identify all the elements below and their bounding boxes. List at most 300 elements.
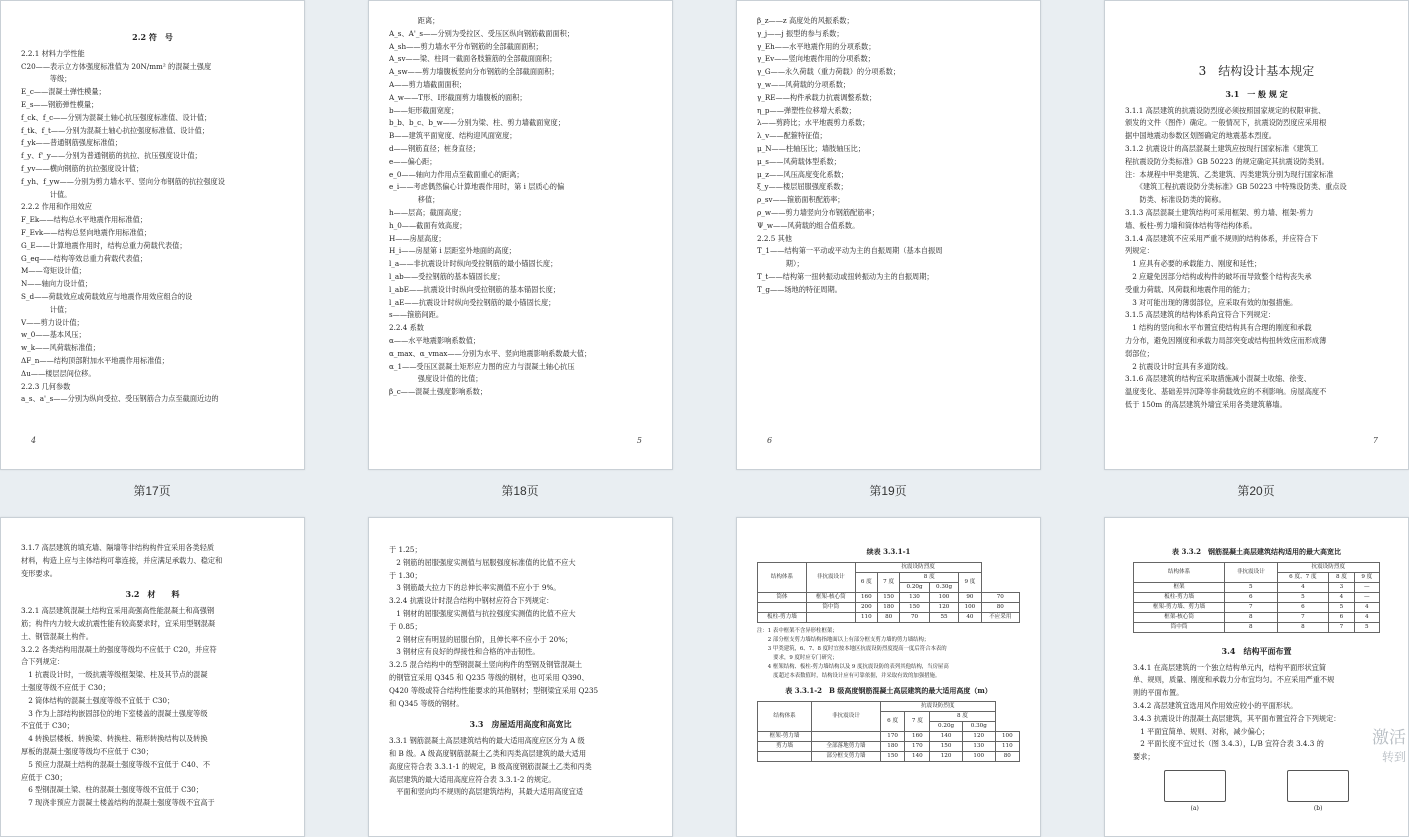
text-line: 2.2.2 作用和作用效应 [21, 202, 92, 212]
table-cell: 7 [1225, 602, 1277, 612]
table-cell: 6 [1277, 602, 1329, 612]
page-22-body [389, 544, 652, 828]
text-line: 3.1.5 高层建筑的结构体系尚宜符合下列规定： [1125, 310, 1275, 320]
text-line: ρ_sv——箍筋面积配筋率； [757, 195, 845, 205]
text-line: 要求，9 度时应专门研究； [757, 654, 838, 661]
text-line: 3 作为上部结构嵌固部位的地下室楼盖的混凝土强度等级 [21, 708, 208, 718]
figure-label-a: (a) [1190, 804, 1199, 812]
text-line: 颁发的文件（图件）确定。一般情况下，抗震设防烈度应采用根 [1125, 118, 1327, 128]
table-header-cell: 0.30g [929, 582, 958, 592]
text-line: 强度设计值的比值； [389, 374, 483, 384]
table-row [758, 751, 1020, 761]
table3-body [1134, 582, 1380, 632]
text-line: γ_Ev——竖向地震作用的分项系数； [757, 54, 875, 64]
text-line: 1 结构的竖向和水平布置宜使结构具有合理的刚度和承载 [1125, 323, 1312, 333]
figure-b-shape [1287, 770, 1349, 802]
text-line: 3.2.1 高层建筑混凝土结构宜采用高强高性能混凝土和高强钢 [21, 606, 215, 616]
text-line: 4 转换层楼板、转换梁、转换柱、箱形转换结构以及转换 [21, 734, 208, 744]
table-cell: 框架 [1134, 582, 1225, 592]
table-cell: 170 [880, 731, 905, 741]
section-title: 3.2 材 料 [125, 589, 180, 600]
table-header-cell: 9 度 [959, 572, 981, 592]
table-cell: 8 [1277, 622, 1329, 632]
table-title: 续表 3.3.1-1 [866, 547, 911, 556]
page-21-body [21, 542, 284, 828]
table2-body [758, 731, 1020, 761]
table-cell: 170 [905, 741, 930, 751]
table-cell: 筒中筒 [806, 602, 855, 612]
text-line: 2.2.5 其他 [757, 233, 792, 243]
text-line: 墙、板柱-剪力墙和筒体结构等结构体系。 [1125, 220, 1257, 230]
page-caption-20[interactable]: 第20页 [1237, 484, 1275, 498]
page-24-body [1133, 544, 1380, 828]
text-line: f_yv——横向钢筋的抗拉强度设计值； [21, 163, 144, 173]
page-24-lines [1133, 662, 1380, 764]
table-header-cell: 8 度 [1329, 572, 1354, 582]
text-line: V——剪力设计值； [21, 317, 84, 327]
table-cell: — [1354, 592, 1379, 602]
figure-labels [1133, 803, 1380, 816]
table-cell: 板柱-剪力墙 [758, 612, 807, 622]
text-line: 1 钢材的屈服强度实测值与抗拉强度实测值的比值不应大 [389, 608, 576, 618]
text-line: μ_N——柱轴压比；墙肢轴压比； [757, 143, 865, 153]
text-line: 的钢管宜采用 Q345 和 Q235 等级的钢材，也可采用 Q390、 [389, 672, 589, 682]
text-line: E_c——混凝土弹性模量； [21, 87, 106, 97]
text-line: H_i——房屋第 i 层距室外地面的高度； [389, 246, 516, 256]
table-row [758, 602, 1020, 612]
text-line: 温度变化、基础差异沉降等非荷载效应的不利影响。房屋高度不 [1125, 387, 1327, 397]
table-cell: 100 [962, 751, 995, 761]
text-line: 3.1.2 抗震设计的高层混凝土建筑应按现行国家标准《建筑工 [1125, 143, 1319, 153]
text-line: l_aE——抗震设计时纵向受拉钢筋的最小锚固长度； [389, 297, 556, 307]
text-line: 计值。 [21, 189, 72, 199]
text-line: 2 应避免因部分结构或构件的破坏而导致整个结构丧失承 [1125, 271, 1312, 281]
b-height-table [757, 701, 1020, 762]
text-line: e_i——考虑偶然偏心计算地震作用时，第 i 层质心的偏 [389, 182, 565, 192]
table-cell [806, 612, 855, 622]
table-cell: 150 [930, 741, 963, 751]
text-line: 2 抗震设计时宜具有多道防线。 [1125, 361, 1233, 371]
table-cell: 140 [905, 751, 930, 761]
table-cell: 120 [962, 731, 995, 741]
figure-a-shape [1164, 770, 1226, 802]
text-line: 3.2.2 各类结构用混凝土的强度等级均不应低于 C20，并应符 [21, 644, 217, 654]
text-line: ξ_y——楼层屈服强度系数； [757, 182, 848, 192]
text-line: 2 平面长度不宜过长（图 3.4.3），L/B 宜符合表 3.4.3 的 [1133, 739, 1324, 749]
text-line: γ_RE——构件承载力抗震调整系数； [757, 92, 877, 102]
text-line: 7 现浇非预应力混凝土楼盖结构的混凝土强度等级不宜高于 [21, 798, 215, 808]
table-cell: 筒中筒 [1134, 622, 1225, 632]
table-header-cell: 抗震设防烈度 [1277, 562, 1379, 572]
text-line: 1 抗震设计时，一级抗震等级框架梁、柱及其节点的混凝 [21, 670, 208, 680]
text-line: A_sw——剪力墙腹板竖向分布钢筋的全部截面面积； [389, 67, 559, 77]
table-cell: 3 [1329, 582, 1354, 592]
text-line: 2.2.3 几何参数 [21, 381, 71, 391]
page-22-lines-b [389, 735, 652, 799]
text-line: 计值； [21, 304, 72, 314]
text-line: Ψ_w——风荷载的组合值系数。 [757, 220, 860, 230]
text-line: 2.2 符 号 [132, 32, 173, 42]
table-cell: 4 [1329, 592, 1354, 602]
text-line: 等级； [21, 74, 72, 84]
document-page-22[interactable] [368, 517, 673, 837]
page-number: 5 [636, 436, 642, 445]
table-cell: 板柱-剪力墙 [1134, 592, 1225, 602]
table-header-cell: 6 度、7 度 [1277, 572, 1329, 582]
text-line: 厚板的混凝土强度等级均不应低于 C30； [21, 746, 153, 756]
text-line: α——水平地震影响系数值； [389, 335, 481, 345]
table-header-cell: 非抗震设计 [806, 562, 855, 592]
text-line: 弱部位； [1125, 348, 1154, 358]
table-header-cell: 6 度 [855, 572, 877, 592]
table-cell: 5 [1329, 602, 1354, 612]
table-cell: 框架-核心筒 [1134, 612, 1225, 622]
text-line: 2.2.1 材料力学性能 [21, 48, 85, 58]
text-line: μ_z——风压高度变化系数； [757, 169, 849, 179]
text-line: 则的平面布置。 [1133, 688, 1184, 698]
text-line: 《建筑工程抗震设防分类标准》GB 50223 中特殊设防类、重点设 [1125, 182, 1347, 192]
text-line: Q420 等级或符合结构性能要求的其他钢材；型钢梁宜采用 Q235 [389, 685, 599, 695]
text-line: 3.4.2 高层建筑宜选用风作用效应较小的平面形状。 [1133, 700, 1298, 710]
table-header-cell: 8 度 [900, 572, 959, 582]
text-line: e——偏心距； [389, 156, 437, 166]
table-header-cell: 8 度 [930, 711, 995, 721]
table-cell: 160 [855, 592, 877, 602]
table-cell: 框架-剪力墙、剪力墙 [1134, 602, 1225, 612]
text-line: w_k——风荷载标准值； [21, 343, 100, 353]
text-line: 3 钢筋最大拉力下的总伸长率实测值不应小于 9%。 [389, 583, 561, 593]
table-row [758, 612, 1020, 622]
text-line: ΔF_n——结构顶部附加水平地震作用标准值； [21, 355, 169, 365]
table-cell: 90 [959, 592, 981, 602]
text-line: h_0——截面有效高度； [389, 220, 467, 230]
text-line: β_c——混凝土强度影响系数； [389, 387, 488, 397]
table-cell: 全部落地剪力墙 [812, 741, 881, 751]
section-title: 3.3 房屋适用高度和高宽比 [469, 719, 572, 730]
text-line: 力分布，避免因刚度和承载力局部突变或结构扭转效应而形成薄 [1125, 335, 1327, 345]
text-line: A_s、A'_s——分别为受拉区、受压区纵向钢筋截面面积； [389, 28, 575, 38]
text-line: 据中国地震动参数区划图确定的地震基本烈度。 [1125, 131, 1276, 141]
text-line: A_w——T形、I形截面剪力墙腹板的面积； [389, 92, 527, 102]
table-header-cell: 9 度 [1354, 572, 1379, 582]
text-line: w_0——基本风压； [21, 330, 86, 340]
text-line: 3.1.4 高层建筑不应采用严重不规则的结构体系，并应符合下 [1125, 233, 1319, 243]
table-cell: 130 [900, 592, 929, 602]
page-20-body [1125, 15, 1388, 461]
table-header-cell: 0.30g [962, 721, 995, 731]
text-line: f_ck、f_c——分别为混凝土轴心抗压强度标准值、设计值； [21, 112, 212, 122]
table-cell: 框架-核心筒 [806, 592, 855, 602]
text-line: 3 甲类建筑，6、7、8 度时宜按本地区抗震设防烈度提高一度后符合本表的 [757, 645, 947, 652]
text-line: 不宜低于 C30； [21, 721, 74, 731]
figure-3-4-3 [1133, 770, 1380, 802]
table-header-cell: 7 度 [877, 572, 899, 592]
table-cell: 6 [1225, 592, 1277, 602]
table-row [1134, 622, 1380, 632]
text-line: A_sv——梁、柱同一截面各肢箍筋的全部截面面积； [389, 54, 557, 64]
text-line: γ_j——j 振型的参与系数； [757, 28, 844, 38]
document-page-23[interactable] [736, 517, 1041, 837]
table-cell: 55 [929, 612, 958, 622]
text-line: F_Evk——结构总竖向地震作用标准值； [21, 227, 152, 237]
text-line: f_yh、f_yw——分别为剪力墙水平、竖向分布钢筋的抗拉强度设 [21, 176, 225, 186]
table-header-cell: 0.20g [900, 582, 929, 592]
table-cell: 100 [929, 592, 958, 602]
text-line: H——房屋高度； [389, 233, 446, 243]
text-line: 2 部分框支剪力墙结构指地面以上有部分框支剪力墙的剪力墙结构； [757, 636, 930, 643]
text-line: 注：本规程中甲类建筑、乙类建筑、丙类建筑分别为现行国家标准 [1125, 169, 1334, 179]
text-line: A_sh——剪力墙水平分布钢筋的全部截面面积； [389, 41, 543, 51]
section-title: 3.4 结构平面布置 [1221, 645, 1292, 656]
text-line: f_y、f'_y——分别为普通钢筋的抗拉、抗压强度设计值； [21, 151, 202, 161]
text-line: 于 1.30； [389, 570, 422, 580]
text-line: 合下列规定： [21, 657, 65, 667]
text-line: 移值； [389, 195, 440, 205]
text-line: 4 框架结构、板柱-剪力墙结构以及 9 度抗震设防的表列其他结构，当房屋高 [757, 663, 949, 670]
text-line: 距离； [389, 16, 440, 25]
text-line: 2 钢筋的屈服强度实测值与屈服强度标准值的比值不应大 [389, 557, 576, 567]
text-line: 2.2.4 系数 [389, 323, 424, 333]
table-row [758, 731, 1020, 741]
table-cell: 4 [1354, 612, 1379, 622]
text-line: e_0——轴向力作用点至截面重心的距离； [389, 169, 524, 179]
text-line: 筋；构件内力较大或抗震性能有较高要求时，宜采用型钢混凝 [21, 618, 216, 628]
table-cell: 120 [929, 602, 958, 612]
text-line: l_a——非抗震设计时纵向受拉钢筋的最小锚固长度； [389, 259, 558, 269]
table-cell [812, 731, 881, 741]
page-21-lines-a [21, 542, 284, 580]
text-line: 和 Q345 等级的钢材。 [389, 698, 464, 708]
table-cell: 110 [995, 741, 1019, 751]
table-cell: 40 [959, 612, 981, 622]
page-23-body [757, 544, 1020, 828]
table-cell: 100 [959, 602, 981, 612]
text-line: N——轴向力设计值； [21, 279, 92, 289]
table-notes [757, 627, 1020, 681]
page-caption-19[interactable]: 第19页 [869, 484, 907, 498]
text-line: 平面和竖向均不规则的高层建筑结构，其最大适用高度宜适 [389, 787, 584, 797]
text-line: γ_Eh——水平地震作用的分项系数； [757, 41, 876, 51]
text-line: T_g——场地的特征周期。 [757, 284, 842, 294]
table-cell: 200 [855, 602, 877, 612]
table-cell [758, 751, 812, 761]
table-title: 表 3.3.2 钢筋混凝土高层建筑结构适用的最大高宽比 [1172, 547, 1341, 556]
table-cell: 8 [1225, 612, 1277, 622]
table-cell: 110 [855, 612, 877, 622]
text-line: 土强度等级不应低于 C30； [21, 682, 110, 692]
text-line: λ_v——配箍特征值； [757, 131, 827, 141]
text-line: 土、钢管混凝土构件。 [21, 631, 93, 641]
table-cell: 70 [900, 612, 929, 622]
text-line: 要求； [1133, 752, 1155, 762]
document-page-21[interactable] [0, 517, 305, 837]
text-line: α_max、α_vmax——分别为水平、竖向地震影响系数最大值； [389, 348, 592, 358]
text-line: 3.2.4 抗震设计时混合结构中钢材应符合下列规定： [389, 596, 554, 606]
table-row [1134, 602, 1380, 612]
table-header-cell: 结构体系 [1134, 562, 1225, 582]
text-line: G_E——计算地震作用时，结构总重力荷载代表值； [21, 240, 187, 250]
text-line: 应低于 C30； [21, 772, 67, 782]
table-title: 表 3.3.1-2 B 级高度钢筋混凝土高层建筑的最大适用高度（m） [785, 685, 992, 695]
text-line: 3.1.6 高层建筑的结构宜采取措施减小混凝土收缩、徐变、 [1125, 374, 1311, 384]
table-cell: 180 [877, 602, 899, 612]
table-cell: 150 [900, 602, 929, 612]
table-header-cell: 非抗震设计 [812, 701, 881, 731]
table-row [758, 741, 1020, 751]
text-line: f_tk、f_t——分别为混凝土轴心抗拉强度标准值、设计值； [21, 125, 209, 135]
text-line: μ_s——风荷载体型系数； [757, 156, 841, 166]
table-cell: 80 [995, 751, 1019, 761]
text-line: h——层高；截面高度； [389, 207, 466, 217]
table-header-cell: 6 度 [880, 711, 905, 731]
text-line: S_d——荷载效应或荷载效应与地震作用效应组合的设 [21, 291, 193, 301]
table-header-cell: 结构体系 [758, 701, 812, 731]
text-line: 3.4.1 在高层建筑的一个独立结构单元内，结构平面形状宜简 [1133, 662, 1327, 672]
table-cell: 4 [1354, 602, 1379, 612]
text-line: l_abE——抗震设计时纵向受拉钢筋的基本锚固长度； [389, 284, 560, 294]
text-line: A——剪力墙截面面积； [389, 79, 467, 89]
page-number: 6 [767, 436, 773, 445]
document-page-17[interactable] [0, 0, 305, 470]
figure-label-b: (b) [1313, 804, 1323, 812]
table-cell: 7 [1277, 612, 1329, 622]
text-line: 5 预应力混凝土结构的混凝土强度等级不宜低于 C40、不 [21, 759, 211, 769]
table-cell: 不应采用 [981, 612, 1019, 622]
table-cell: 筒体 [758, 592, 807, 602]
table-cell: 80 [981, 602, 1019, 612]
text-line: a_s、a'_s——分别为纵向受拉、受压钢筋合力点至截面近边的 [21, 394, 219, 404]
table-cell: — [1354, 582, 1379, 592]
document-page-18[interactable] [368, 0, 673, 470]
table-cell: 100 [995, 731, 1019, 741]
chapter-title: 3 结构设计基本规定 [1198, 65, 1315, 78]
text-line: 3.1.3 高层混凝土建筑结构可采用框架、剪力墙、框架-剪力 [1125, 207, 1314, 217]
text-line: d——钢筋直径；桩身直径； [389, 143, 480, 153]
activation-watermark: 激活 [1372, 728, 1406, 747]
text-line: E_s——钢筋弹性模量； [21, 99, 99, 109]
table-cell: 5 [1277, 592, 1329, 602]
page-18-body [389, 15, 652, 461]
table-cell: 5 [1225, 582, 1277, 592]
text-line: 期）； [757, 259, 804, 269]
table-cell: 160 [905, 731, 930, 741]
table-row [758, 592, 1020, 602]
text-line: 1 平面宜简单、规则、对称，减少偏心； [1133, 726, 1270, 736]
text-line: β_z——z 高度处的风振系数； [757, 16, 854, 25]
text-line: 3 对可能出现的薄弱部位，应采取有效的加强措施。 [1125, 297, 1298, 307]
text-line: 3 钢材应有良好的焊接性和合格的冲击韧性。 [389, 647, 540, 657]
table-row [1134, 582, 1380, 592]
table-header-cell: 结构体系 [758, 562, 807, 592]
table-cell: 150 [877, 592, 899, 602]
text-line: γ_w——风荷载的分项系数； [757, 79, 851, 89]
table-cell: 框架-剪力墙 [758, 731, 812, 741]
table-header-cell: 0.20g [930, 721, 963, 731]
page-caption-17[interactable]: 第17页 [133, 484, 171, 498]
text-line: F_Ek——结构总水平地震作用标准值； [21, 215, 147, 225]
text-line: 3.2.5 混合结构中的型钢混凝土竖向构件的型钢及钢管混凝土 [389, 660, 583, 670]
text-line: s——箍筋间距。 [389, 310, 444, 320]
document-page-24[interactable] [1104, 517, 1409, 837]
page-caption-18[interactable]: 第18页 [501, 484, 539, 498]
text-line: 2 钢材应有明显的屈服台阶，且伸长率不应小于 20%； [389, 634, 573, 644]
text-line: 1 应具有必要的承载能力、刚度和延性； [1125, 259, 1262, 269]
page-21-lines-b [21, 605, 284, 810]
page-number: 7 [1372, 436, 1378, 445]
text-line: 单、规则，质量、刚度和承载力分布宜均匀。不应采用严重不规 [1133, 675, 1335, 685]
page-number: 4 [31, 436, 37, 445]
table-cell: 180 [880, 741, 905, 751]
text-line: 防类、标准设防类的简称。 [1125, 195, 1226, 205]
table-cell: 剪力墙 [758, 741, 812, 751]
page-19-body [757, 15, 1020, 461]
table-row [1134, 592, 1380, 602]
text-line: α_1——受压区混凝土矩形应力图的应力与混凝土轴心抗压 [389, 361, 575, 371]
table-header-cell: 7 度 [905, 711, 930, 731]
text-line: 受重力荷载、风荷载和地震作用的能力； [1125, 284, 1255, 294]
table-cell: 7 [1329, 622, 1354, 632]
document-page-20[interactable] [1104, 0, 1409, 470]
document-page-19[interactable] [736, 0, 1041, 470]
text-line: η_p——弹塑性位移增大系数； [757, 105, 856, 115]
table-cell: 150 [880, 751, 905, 761]
table-cell: 4 [1277, 582, 1329, 592]
text-line: 3.1.7 高层建筑的填充墙、隔墙等非结构构件宜采用各类轻质 [21, 543, 215, 552]
text-line: l_ab——受拉钢筋的基本锚固长度； [389, 271, 505, 281]
table-cell: 5 [1354, 622, 1379, 632]
table-cell: 部分框支剪力墙 [812, 751, 881, 761]
text-line: T_1——结构第一平动或平动为主的自振周期（基本自振周 [757, 246, 943, 256]
text-line: f_yk——普通钢筋强度标准值； [21, 138, 122, 148]
text-line: 于 1.25； [389, 545, 422, 554]
table-row [1134, 612, 1380, 622]
text-line: 程抗震设防分类标准》GB 50223 的规定确定其抗震设防类别。 [1125, 156, 1329, 166]
section-title: 3.1 一 般 规 定 [1225, 88, 1288, 99]
aspect-ratio-table [1133, 562, 1380, 633]
text-line: 注：1 表中框架不含异形柱框架； [757, 627, 838, 634]
text-line: γ_G——永久荷载（重力荷载）的分项系数； [757, 67, 901, 77]
activation-watermark-sub: 转到 [1381, 750, 1406, 764]
text-line: 2 筒体结构的混凝土强度等级不宜低于 C30； [21, 695, 175, 705]
text-line: 3.3.1 钢筋混凝土高层建筑结构的最大适用高度应区分为 A 级 [389, 736, 585, 746]
text-line: M——弯矩设计值； [21, 266, 86, 276]
table-cell: 130 [962, 741, 995, 751]
text-line: 高层建筑的最大适用高度应符合表 3.3.1-2 的规定。 [389, 774, 556, 784]
page-22-lines-a [389, 544, 652, 710]
table-cell: 8 [1225, 622, 1277, 632]
text-line: 变形要求。 [21, 568, 57, 578]
text-line: T_t——结构第一扭转振动或扭转振动为主的自振周期； [757, 271, 934, 281]
text-line: 3.4.3 抗震设计的混凝土高层建筑，其平面布置宜符合下列规定： [1133, 713, 1341, 723]
text-line: 6 型钢混凝土梁、柱的混凝土强度等级不宜低于 C30； [21, 785, 203, 795]
text-line: λ——剪跨比；水平地震剪力系数； [757, 118, 870, 128]
table-header-cell: 抗震设防烈度 [855, 562, 981, 572]
table-header-cell: 抗震设防烈度 [880, 701, 995, 711]
table-cell: 70 [981, 592, 1019, 602]
page-20-lines [1125, 105, 1388, 412]
table-cell: 6 [1329, 612, 1354, 622]
table-cell [758, 602, 807, 612]
text-line: Δu——楼层层间位移。 [21, 368, 96, 378]
table-cell: 140 [930, 731, 963, 741]
table-cell: 120 [930, 751, 963, 761]
text-line: b_b、b_c、b_w——分别为梁、柱、剪力墙截面宽度； [389, 118, 565, 128]
height-table-continued [757, 562, 1020, 623]
text-line: 高度应符合表 3.3.1-1 的规定，B 级高度钢筋混凝土乙类和丙类 [389, 761, 592, 771]
text-line: 列规定： [1125, 246, 1154, 256]
table-cell: 80 [877, 612, 899, 622]
text-line: 低于 150m 的高层建筑外墙宜采用各类建筑幕墙。 [1125, 399, 1287, 409]
